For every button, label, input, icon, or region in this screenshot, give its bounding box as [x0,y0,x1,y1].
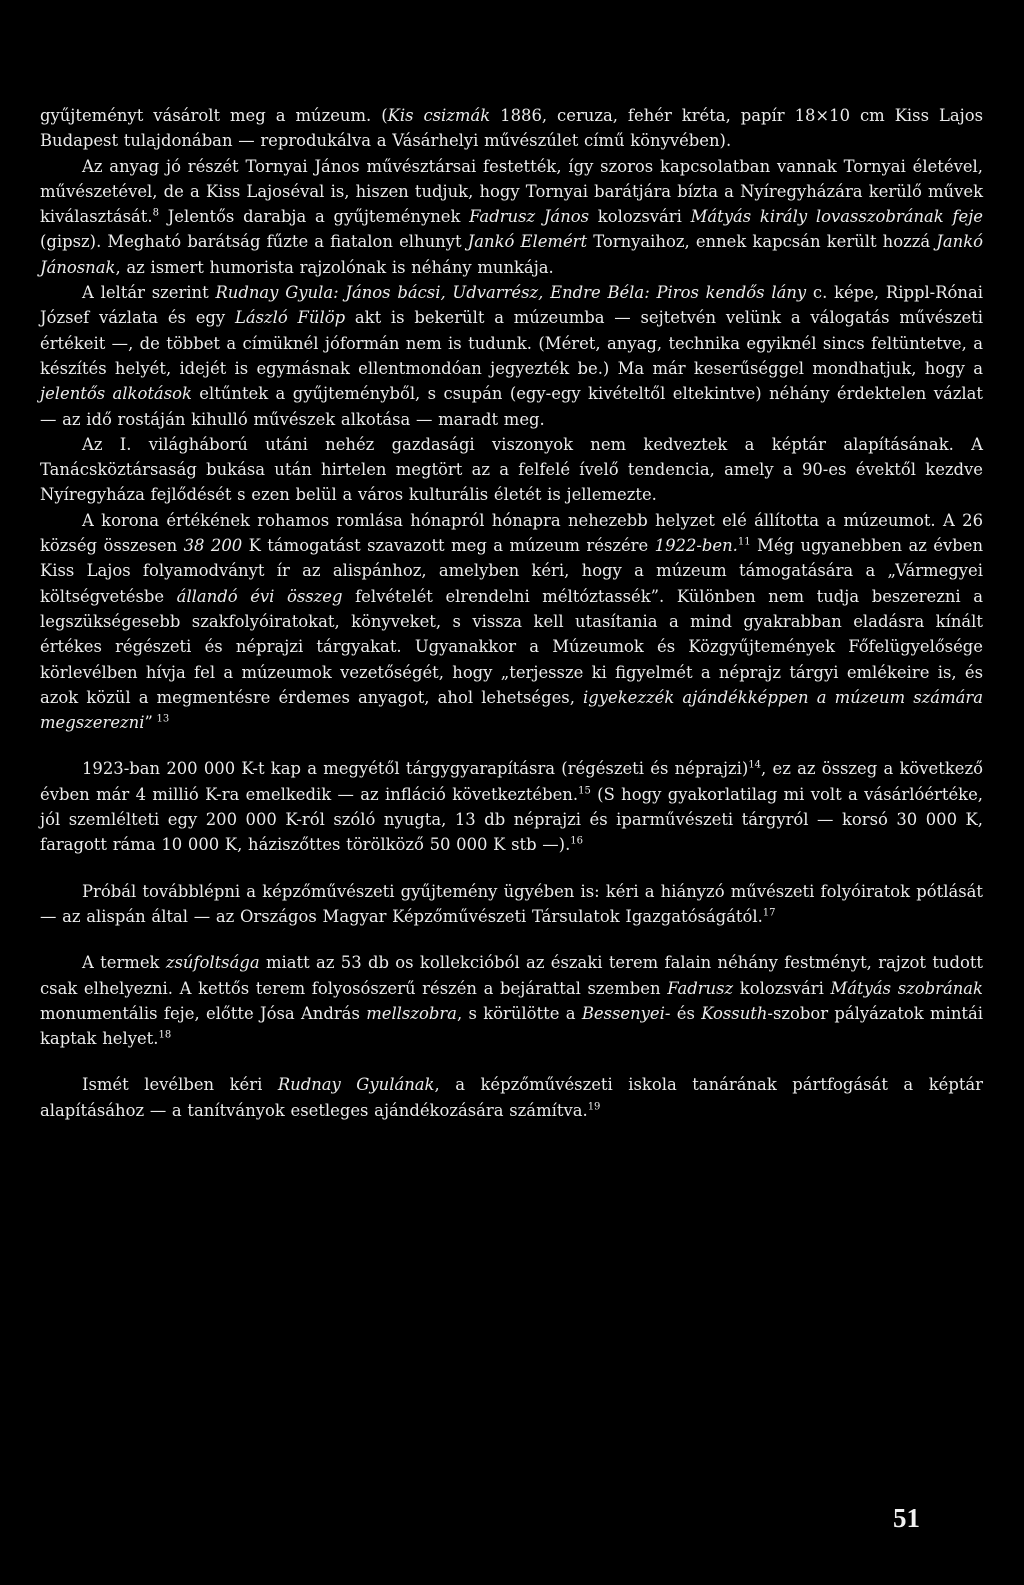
text-run: A korona értékének rohamos romlása hónapról hónapra nehezebb helyzet elé állította a múzeumot. A 26 község összesen [40,510,983,556]
text-run: Az I. világháború utáni nehéz gazdasági viszonyok nem kedveztek a képtár alapításának. A Tanácsköztársaság bukása után hirtelen megtört az a felfelé ívelő tendencia, amely a 90-es évektől kezdve Nyíregyháza fejlődését s ezen belül a város kulturális életét is jellemezte. [40,434,983,505]
text-run: , ez az összeg a következő évben már 4 millió K-ra emelkedik — az infláció következtében. [40,759,983,804]
footnote-ref: 8 [152,207,159,219]
text-run: ” [144,713,153,733]
text-run: felvételét elrendelni méltóztassék”. Különben nem tudja beszerezni a legszükségesebb szakfolyóiratokat, könyveket, s vissza kell utasítania a mind gyakrabban eladásra kínált értékes régészeti és néprajzi tárgyakat. Ugyanakkor a Múzeumok és Közgyűjtemények Főfelügyelősége körlevélben hívja fel a múzeumok vezetőségét, hogy „terjessze ki figyelmét a néprajz tárgyi emlékeire is, és azok közül a megmentésre érdemes anyagot, ahol lehetséges, [40,586,983,707]
italic-run: Fadrusz János [469,207,590,227]
text-run: Az anyag jó részét Tornyai János művésztársai festették, így szoros kapcsolatban vannak Tornyai életével, művészetével, de a Kiss Lajoséval is, hiszen tudjuk, hogy Tornyai barátjára bízta a Nyíregyházára kerülő művek kiválasztását. [40,156,983,227]
text-run: gyűjteményt vásárolt meg a múzeum. ( [40,106,388,125]
footnote-ref: 14 [748,759,762,771]
footnote-ref: 19 [587,1101,601,1113]
italic-run: jelentős alkotások [40,384,192,404]
italic-run: Rudnay Gyula: János bácsi, Udvarrész, Endre Béla: Piros kendős lány [215,283,807,303]
footnote-ref: 11 [737,536,751,548]
paragraph [40,432,983,508]
paragraph [40,103,983,154]
text-run: miatt az 53 db os kollekcióból az északi terem falain néhány festményt, rajzot tudott csak elhelyezni. A kettős terem folyosószerű részén a bejárattal szemben [40,953,983,998]
footnote-ref: 18 [158,1029,172,1041]
italic-run: állandó évi összeg [176,586,343,606]
italic-run: mellszobra [366,1003,457,1023]
italic-run: zsúfoltsága [165,953,260,973]
paragraph [40,154,983,280]
text-run: -szobor pályázatok mintái kaptak helyet. [40,1003,983,1049]
paragraph [40,280,983,432]
text-run: (gipsz). Megható barátság fűzte a fiatalon elhunyt [40,232,468,252]
text-run: Tornyaihoz, ennek kapcsán került hozzá [587,232,937,252]
italic-run: igyekezzék ajándékképpen a múzeum számára megszerezni [40,687,983,733]
footnote-ref: 16 [570,835,584,847]
italic-run: Bessenyei- [581,1003,671,1023]
text-run: Ismét levélben kéri [82,1075,278,1095]
text-run: Még ugyanebben az évben Kiss Lajos folyamodványt ír az alispánhoz, amelyben kéri, hogy a múzeum támogatására a „Vármegyei költségvetésbe [40,536,984,606]
text-run: A leltár szerint [82,283,216,303]
text-run: , a képzőművészeti iskola tanárának pártfogását a képtár alapításához — a tanítványok esetleges ajándékozására számítva. [40,1075,984,1120]
italic-run: Fadrusz [667,978,734,998]
footnote-ref: 13 [152,713,170,725]
text-run: (S hogy gyakorlatilag mi volt a vásárlóértéke, jól szemlélteti egy 200 000 K-ról szóló nyugta, 13 db néprajzi és iparművészeti tárgyról — korsó 30 000 K, faragott ráma 10 000 K, háziszőttes törölköző 50 000 K stb —). [40,784,984,855]
italic-run: 1922-ben. [654,536,738,556]
italic-run: Rudnay Gyulának [277,1075,435,1095]
text-run: eltűntek a gyűjteményből, s csupán (egy-egy kivételtől eltekintve) néhány érdektelen vázlat — az idő rostáján kihulló művészek alkotása — maradt meg. [40,384,983,429]
text-run: A termek [82,953,166,973]
text-run: , az ismert humorista rajzolónak is néhány munkája. [115,257,554,277]
paragraph [40,950,983,1051]
text-run: K támogatást szavazott meg a múzeum részére [242,536,655,556]
text-run: Próbál továbblépni a képzőművészeti gyűjtemény ügyében is: kéri a hiányzó művészeti folyóiratok pótlását — az alispán által — az Országos Magyar Képzőművészeti Társulatok Igazgatóságától. [40,881,983,926]
paragraph [40,1072,983,1123]
text-run: monumentális feje, előtte Jósa András [40,1003,367,1023]
text-run: 1886, ceruza, fehér kréta, papír 18×10 cm Kiss Lajos Budapest tulajdonában — reprodukálva a Vásárhelyi művészúlet című könyvében). [40,106,983,151]
text-run: Jelentős darabja a gyűjteménynek [158,207,470,227]
italic-run: 38 200 [183,536,243,556]
text-run: kolozsvári [733,978,831,998]
text-run: c. képe, Rippl-Rónai József vázlata és egy [40,283,983,328]
paragraph [40,879,983,930]
text-run: akt is bekerült a múzeumba — sejtetvén velünk a válogatás művészeti értékeit —, de többet a címüknél jóformán nem is tudunk. (Méret, anyag, technika egyiknél sincs feltüntetve, a készítés helyét, idejét is egymásnak ellentmondóan jegyezték be.) Ma már keserűséggel mondhatjuk, hogy a [40,308,983,378]
italic-run: Mátyás király lovasszobrának feje [690,207,983,227]
text-run: 1923-ban 200 000 K-t kap a megyétől tárgygyarapításra (régészeti és néprajzi) [82,759,749,779]
footnote-ref: 15 [578,785,591,797]
text-run: kolozsvári [589,207,691,227]
italic-run: Jankó Jánosnak [40,232,983,277]
italic-run: Kis csizmák [387,106,491,125]
italic-run: Mátyás szobrának [830,978,983,998]
page-number: 51 [893,1503,920,1533]
footnote-ref: 17 [762,907,776,919]
text-run: , s körülötte a [456,1003,582,1023]
italic-run: László Fülöp [234,308,346,328]
text-run: és [670,1003,702,1023]
italic-run: Jankó Elemért [467,232,588,252]
paragraph [40,756,983,857]
italic-run: Kossuth [701,1003,768,1023]
body-text [40,103,983,1123]
paragraph [40,508,983,736]
